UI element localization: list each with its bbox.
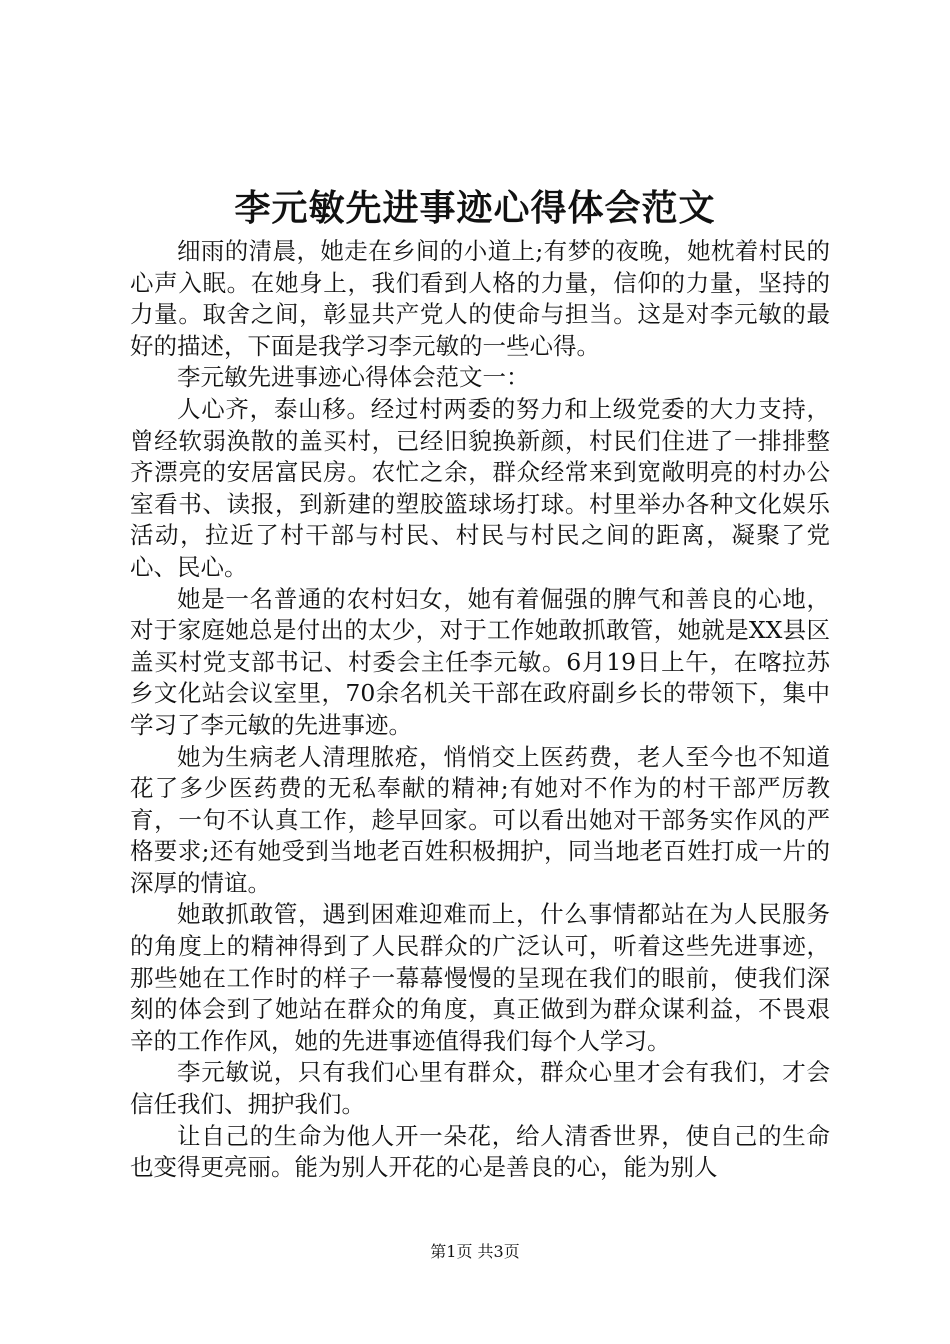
paragraph: 李元敏说，只有我们心里有群众，群众心里才会有我们，才会信任我们、拥护我们。	[130, 1058, 830, 1119]
document-title: 李元敏先进事迹心得体会范文	[234, 187, 716, 229]
paragraph-intro: 细雨的清晨，她走在乡间的小道上;有梦的夜晚，她枕着村民的心声入眠。在她身上，我们看到人格的力量，信仰的力量，坚持的力量。取舍之间，彰显共产党人的使命与担当。这是对李元敏的最好的描述，下面是我学习李元敏的一些心得。	[130, 237, 830, 360]
paragraph: 她是一名普通的农村妇女，她有着倔强的脾气和善良的心地，对于家庭她总是付出的太少，对于工作她敢抓敢管，她就是XX县区盖买村党支部书记、村委会主任李元敏。6月19日上午，在喀拉苏乡文化站会议室里，70余名机关干部在政府副乡长的带领下，集中学习了李元敏的先进事迹。	[130, 584, 830, 739]
paragraph: 人心齐，泰山移。经过村两委的努力和上级党委的大力支持，曾经软弱涣散的盖买村，已经旧貌换新颜，村民们住进了一排排整齐漂亮的安居富民房。农忙之余，群众经常来到宽敞明亮的村办公室看书、读报，到新建的塑胶篮球场打球。村里举办各种文化娱乐活动，拉近了村干部与村民、村民与村民之间的距离，凝聚了党心、民心。	[130, 394, 830, 581]
paragraph-section-heading: 李元敏先进事迹心得体会范文一：	[177, 363, 530, 392]
paragraph: 她为生病老人清理脓疮，悄悄交上医药费，老人至今也不知道花了多少医药费的无私奉献的精神;有她对不作为的村干部严厉教育，一句不认真工作，趁早回家。可以看出她对干部务实作风的严格要求;还有她受到当地老百姓积极拥护，同当地老百姓打成一片的深厚的情谊。	[130, 742, 830, 897]
paragraph: 她敢抓敢管，遇到困难迎难而上，什么事情都站在为人民服务的角度上的精神得到了人民群众的广泛认可，听着这些先进事迹，那些她在工作时的样子一幕幕慢慢的呈现在我们的眼前，使我们深刻的体会到了她站在群众的角度，真正做到为群众谋利益，不畏艰辛的工作作风，她的先进事迹值得我们每个人学习。	[130, 900, 830, 1055]
document-body	[130, 236, 830, 1184]
page-footer: 第1页 共3页	[430, 1242, 520, 1261]
paragraph: 让自己的生命为他人开一朵花，给人清香世界，使自己的生命也变得更亮丽。能为别人开花的心是善良的心，能为别人	[130, 1121, 830, 1182]
